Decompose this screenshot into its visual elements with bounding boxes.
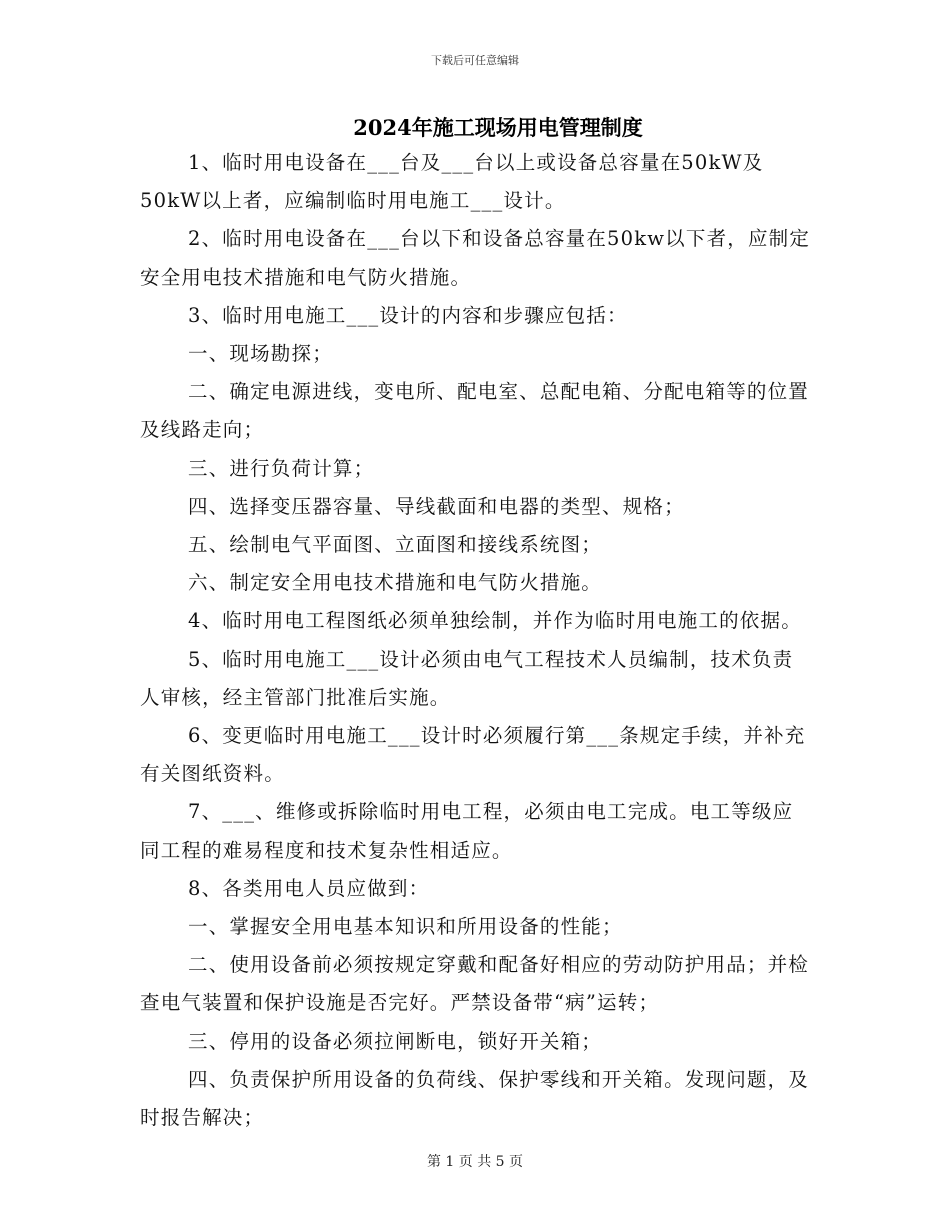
paragraph: 三、停用的设备必须拉闸断电，锁好开关箱； <box>188 1029 603 1053</box>
paragraph: 7、___、维修或拆除临时用电工程，必须由电工完成。电工等级应同工程的难易程度和技术复杂性相适应。 <box>140 800 794 862</box>
paragraph: 六、制定安全用电技术措施和电气防火措施。 <box>188 571 603 595</box>
paragraph: 一、现场勘探； <box>188 342 333 366</box>
paragraph: 1、临时用电设备在___台及___台以上或设备总容量在50kW及50kW以上者，应编制临时用电施工___设计。 <box>140 151 764 213</box>
document-body <box>140 144 812 1137</box>
header-note: 下载后可任意编辑 <box>431 54 519 67</box>
paragraph: 四、负责保护所用设备的负荷线、保护零线和开关箱。发现问题，及时报告解决； <box>140 1067 810 1130</box>
document-title: 2024年施工现场用电管理制度 <box>353 115 643 140</box>
paragraph: 4、临时用电工程图纸必须单独绘制，并作为临时用电施工的依据。 <box>188 609 802 633</box>
paragraph: 8、各类用电人员应做到： <box>188 876 430 900</box>
paragraph: 一、掌握安全用电基本知识和所用设备的性能； <box>188 915 623 939</box>
paragraph: 五、绘制电气平面图、立面图和接线系统图； <box>188 533 603 557</box>
paragraph: 三、进行负荷计算； <box>188 456 375 480</box>
paragraph: 5、临时用电施工___设计必须由电气工程技术人员编制，技术负责人审核，经主管部门批准后实施。 <box>140 647 794 709</box>
paragraph: 二、使用设备前必须按规定穿戴和配备好相应的劳动防护用品；并检查电气装置和保护设施是否完好。严禁设备带“病”运转； <box>140 953 810 1015</box>
paragraph: 2、临时用电设备在___台以下和设备总容量在50kw以下者，应制定安全用电技术措施和电气防火措施。 <box>140 227 811 289</box>
paragraph: 6、变更临时用电施工___设计时必须履行第___条规定手续，并补充有关图纸资料。 <box>140 724 806 786</box>
paragraph: 四、选择变压器容量、导线截面和电器的类型、规格； <box>188 494 685 518</box>
paragraph: 3、临时用电施工___设计的内容和步骤应包括： <box>188 303 628 327</box>
page-footer: 第 1 页 共 5 页 <box>426 1154 524 1170</box>
paragraph: 二、确定电源进线，变电所、配电室、总配电箱、分配电箱等的位置及线路走向； <box>140 380 810 442</box>
